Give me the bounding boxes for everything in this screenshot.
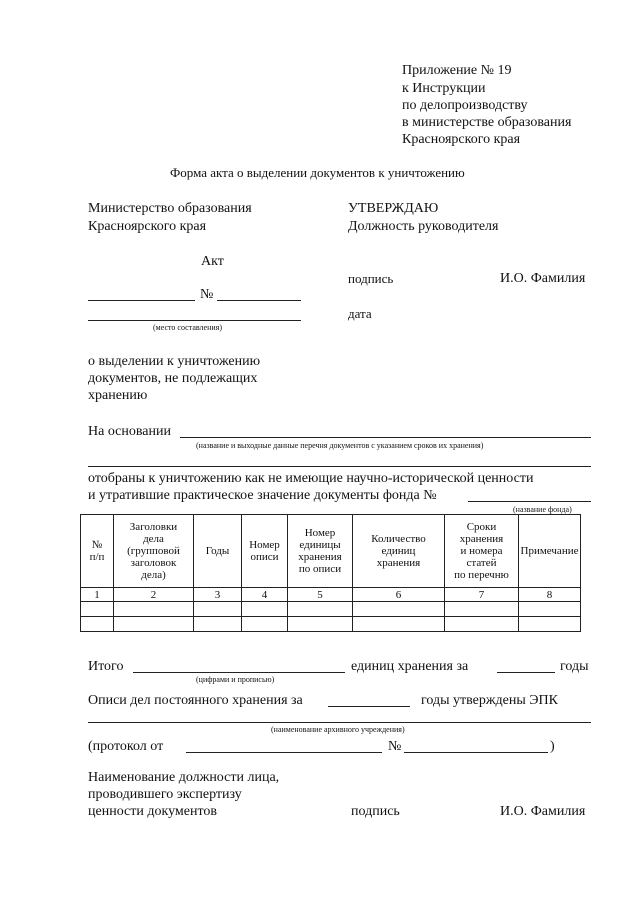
table-cell: 8 [519,588,581,602]
act-number-sign: № [200,287,214,302]
protocol-number-sign: № [388,739,402,754]
protocol-date-line [186,752,382,753]
act-date-line [88,300,195,301]
total-line [133,672,345,673]
table-header: Номер описи [242,515,288,588]
table-cell [242,602,288,617]
total-units: единиц хранения за [351,659,469,674]
appendix-line: Красноярского края [402,132,521,147]
table-header: Сроки хранения и номера статей по перечню [445,515,519,588]
appendix-line: Приложение № 19 [402,63,512,78]
act-title: Акт [201,254,224,269]
basis-label: На основании [88,424,171,439]
expert-line: проводившего экспертизу [88,787,242,802]
archive-line [88,722,591,723]
table-cell [288,617,353,632]
table-row [81,617,581,632]
protocol-label: (протокол от [88,739,164,754]
appendix-line: к Инструкции [402,81,486,96]
table-cell: 6 [353,588,445,602]
place-hint: (место составления) [153,323,222,332]
inventory-label: Описи дел постоянного хранения за [88,693,303,708]
expert-line: Наименование должности лица, [88,770,280,785]
table-header: Номер единицы хранения по описи [288,515,353,588]
approve-title: УТВЕРЖДАЮ [348,201,439,216]
total-label: Итого [88,659,124,674]
table-header: Количество единиц хранения [353,515,445,588]
protocol-number-line [404,752,548,753]
inventory-years-line [328,706,410,707]
table-cell [445,617,519,632]
approve-position: Должность руководителя [348,219,499,234]
table-header-row [81,515,581,588]
act-subject-line: документов, не подлежащих [88,371,258,386]
table-cell [114,602,194,617]
expert-signature-label: подпись [351,804,400,819]
expert-line: ценности документов [88,804,218,819]
form-title: Форма акта о выделении документов к уничтожению [170,165,465,180]
table-cell: 4 [242,588,288,602]
table-header: Годы [194,515,242,588]
table-cell [445,602,519,617]
archive-hint: (наименование архивного учреждения) [271,725,405,734]
selected-line-2: и утратившие практическое значение документы фонда № [88,488,437,503]
act-subject-line: о выделении к уничтожению [88,354,261,369]
approve-name: И.О. Фамилия [500,271,586,286]
approve-signature-label: подпись [348,271,394,286]
selected-line-1: отобраны к уничтожению как не имеющие научно-исторической ценности [88,471,534,486]
expert-name: И.О. Фамилия [500,804,586,819]
fund-hint: (название фонда) [513,505,572,514]
approve-date-label: дата [348,306,372,321]
table-header: Примечание [519,515,581,588]
org-line-2: Красноярского края [88,219,207,234]
table-cell [353,602,445,617]
table-cell: 1 [81,588,114,602]
appendix-line: по делопроизводству [402,98,528,113]
table-row [81,602,581,617]
table-cell [353,617,445,632]
table-cell: 2 [114,588,194,602]
total-years: годы [560,659,589,674]
table-cell [194,617,242,632]
table-cell [242,617,288,632]
table-header: № п/п [81,515,114,588]
org-line-1: Министерство образования [88,201,252,216]
act-number-line [217,300,301,301]
table-cell [519,617,581,632]
basis-line-2 [88,466,591,467]
table-header: Заголовки дела (групповой заголовок дела) [114,515,194,588]
place-line [88,320,301,321]
protocol-close: ) [550,739,555,754]
total-years-line [497,672,555,673]
fund-number-line [468,501,591,502]
documents-table [80,514,581,632]
table-cell: 5 [288,588,353,602]
table-cell [81,617,114,632]
table-number-row [81,588,581,602]
inventory-approved: годы утверждены ЭПК [421,693,558,708]
table-cell [114,617,194,632]
appendix-line: в министерстве образования [402,115,572,130]
basis-hint: (название и выходные данные перечня документов с указанием сроков их хранения) [196,441,484,450]
table-cell [81,602,114,617]
act-subject-line: хранению [88,388,148,403]
table-cell: 3 [194,588,242,602]
table-cell [194,602,242,617]
table-cell [288,602,353,617]
table-cell: 7 [445,588,519,602]
total-hint: (цифрами и прописью) [196,675,275,684]
basis-line [180,437,591,438]
table-cell [519,602,581,617]
